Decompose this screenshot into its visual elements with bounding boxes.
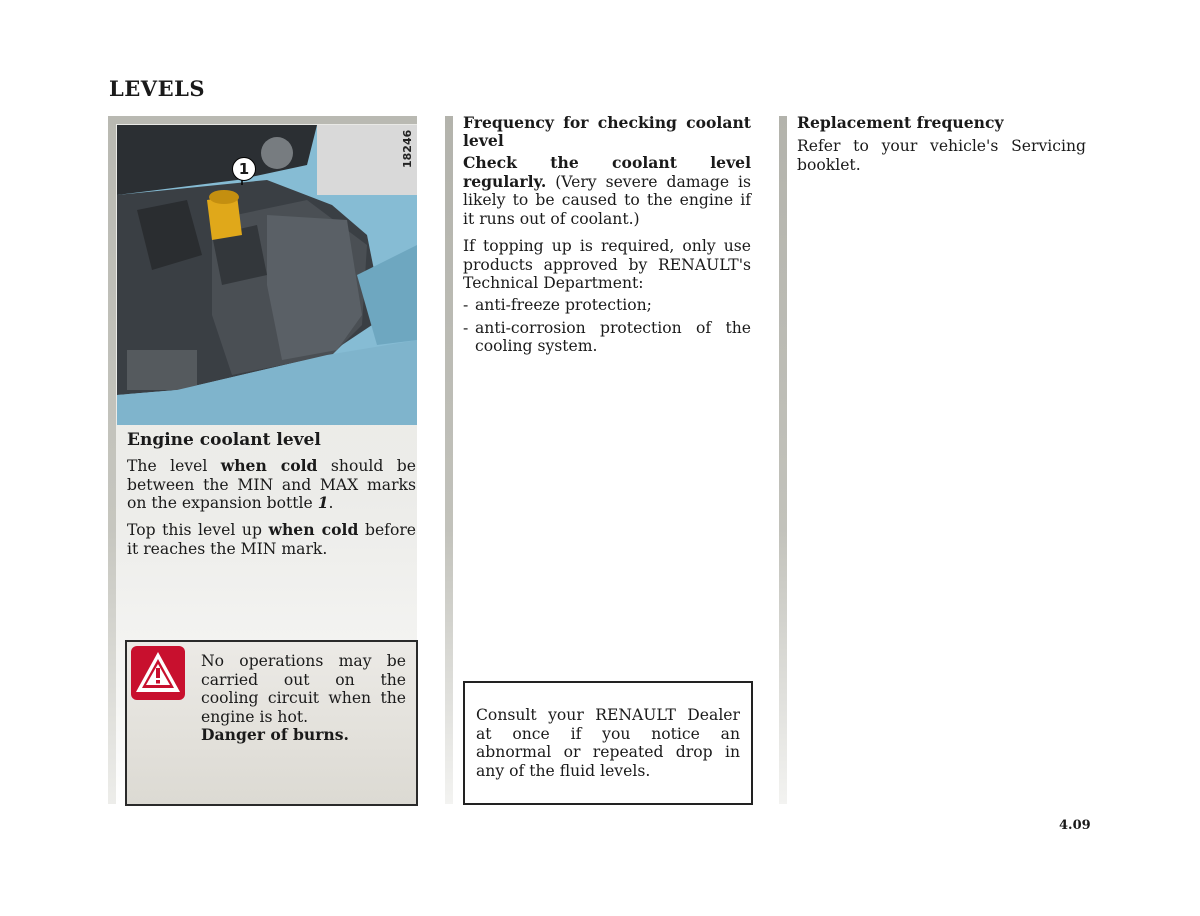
warning-triangle-icon (131, 646, 185, 700)
text-run: should be between the MIN and MAX marks on the expansion bottle (127, 457, 416, 512)
top-up-paragraph (127, 521, 416, 558)
page-title: LEVELS (109, 76, 206, 101)
panel-left-bar (108, 116, 116, 804)
column-separator-2 (779, 116, 787, 804)
panel-top-bar (108, 116, 417, 124)
figure-reference-number: 18246 (401, 129, 414, 168)
bold-when-cold: when cold (220, 456, 318, 475)
callout-1-marker: 1 (232, 157, 256, 181)
replacement-frequency-text: Refer to your vehicle's Servicing booklet. (797, 137, 1086, 174)
page-number: 4.09 (1059, 818, 1091, 833)
consult-dealer-text: Consult your RENAULT Dealer at once if you notice an abnormal or repeated drop in any of the fluid levels. (476, 706, 740, 780)
topping-up-paragraph: If topping up is required, only use products approved by RENAULT's Technical Department: (463, 237, 751, 292)
coolant-level-paragraph (127, 457, 416, 513)
text-run: (Very severe damage is likely to be caused to the engine if it runs out of coolant.) (463, 172, 751, 228)
replacement-frequency-heading: Replacement frequency (797, 113, 1004, 132)
engine-bay-illustration (117, 125, 417, 425)
frequency-checking-heading: Frequency for checking coolant level (463, 113, 751, 150)
list-item: - anti-freeze protection; (463, 296, 652, 314)
text-run: before it reaches the MIN mark. (127, 521, 417, 558)
warning-danger-burns: Danger of burns. (201, 725, 349, 744)
bold-when-cold: when cold (268, 520, 359, 539)
text-run: Top this level up (127, 521, 269, 539)
list-item: - anti-corrosion protection of the cooling system. (463, 318, 751, 355)
engine-coolant-heading: Engine coolant level (127, 430, 321, 450)
warning-message: No operations may be carried out on the cooling circuit when the engine is hot. (201, 652, 406, 726)
warning-box (125, 640, 418, 806)
engine-bay-drawing (117, 125, 417, 425)
check-regularly-bold: Check the coolant level regularly. (463, 153, 751, 191)
warning-text (201, 652, 406, 745)
column-separator-1 (445, 116, 453, 804)
bottle-ref-1: 1 (317, 493, 329, 512)
check-regularly-paragraph (463, 154, 751, 228)
consult-dealer-box (463, 681, 753, 805)
bullet-list (463, 296, 751, 356)
text-run: . (328, 494, 334, 512)
text-run: The level (127, 457, 221, 475)
